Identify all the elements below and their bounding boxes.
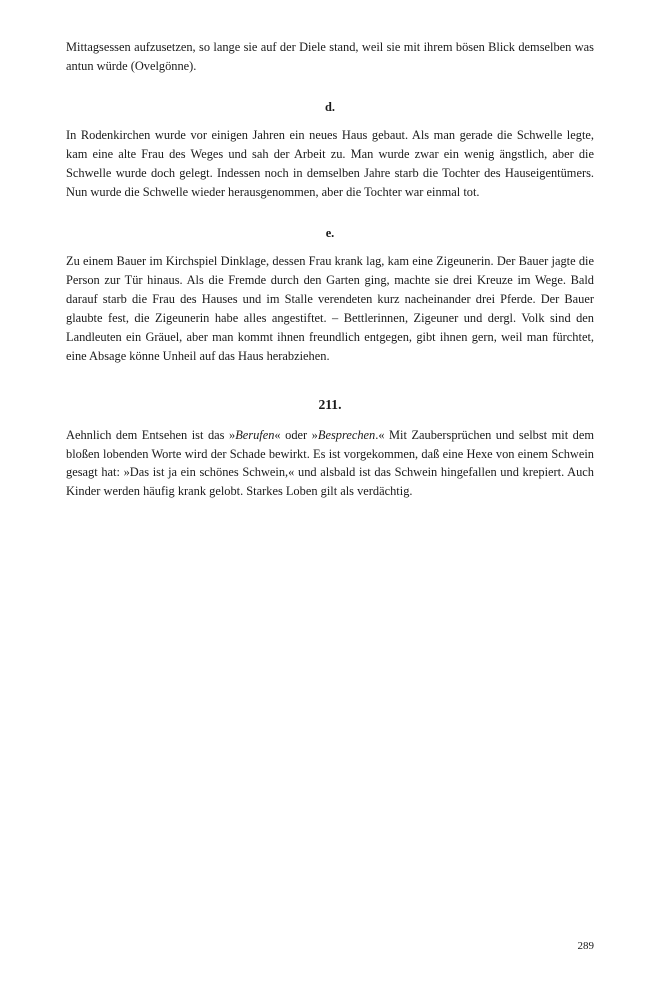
section-label-e: e. [325, 225, 335, 240]
page-number: 289 [577, 940, 594, 952]
spacer [66, 76, 594, 98]
text-run: « oder » [274, 427, 318, 442]
spacer [66, 531, 594, 541]
paragraph-211 [66, 426, 594, 501]
spacer [66, 202, 594, 224]
emphasized-term: Besprechen [317, 427, 376, 442]
emphasized-term: Berufen [235, 427, 275, 442]
section-label-d: d. [325, 99, 335, 114]
spacer [66, 116, 594, 126]
page-content [66, 38, 594, 541]
paragraph-d: In Rodenkirchen wurde vor einigen Jahren ein neues Haus gebaut. Als man gerade die Schwelle legte, kam eine alte Frau des Weges und sah der Arbeit zu. Man wurde zwar ein wenig ängstlich, aber die Schwelle wurde doch gelegt. Indessen noch in demselben Jahre starb die Tochter des Hauseigentümers. Nun wurde die Schwelle wieder herausgenommen, aber die Tochter war einmal tot. [66, 128, 594, 199]
text-run: .« Mit Zaubersprüchen und selbst mit dem bloßen lobenden Worte wird der Schade bewirkt. Es ist vorgekommen, daß eine Hexe von einem Schwein gesagt hat: »Das ist ja ein schönes Schwein,« und alsbald ist das Schwein hingefallen und krepiert. Auch Kinder werden häufig krank gelobt. Starkes Loben gilt als verdächtig. [66, 427, 595, 499]
section-number-211: 211. [318, 397, 342, 413]
paragraph-e: Zu einem Bauer im Kirchspiel Dinklage, dessen Frau krank lag, kam eine Zigeunerin. Der Bauer jagte die Person zur Tür hinaus. Als die Fremde durch den Garten ging, machte sie drei Kreuze im Wege. Bald darauf starb die Frau des Hauses und im Stalle verendeten kurz nacheinander drei Pferde. Der Bauer glaubte fest, die Zigeunerin habe alles angestiftet. – Bettlerinnen, Zigeuner und dergl. Volk sind den Landleuten ein Gräuel, aber man kommt ihnen freundlich entgegen, gibt ihnen gern, weil man fürchtet, eine Absage könne Unheil auf das Haus herabziehen. [66, 254, 594, 363]
spacer [66, 416, 594, 426]
text-run: Aehnlich dem Entsehen ist das » [66, 427, 236, 442]
spacer [66, 501, 594, 531]
spacer [66, 365, 594, 395]
spacer [66, 242, 594, 252]
paragraph-continued: Mittagsessen aufzusetzen, so lange sie auf der Diele stand, weil sie mit ihrem bösen Blick demselben was antun würde (Ovelgönne). [66, 40, 594, 73]
